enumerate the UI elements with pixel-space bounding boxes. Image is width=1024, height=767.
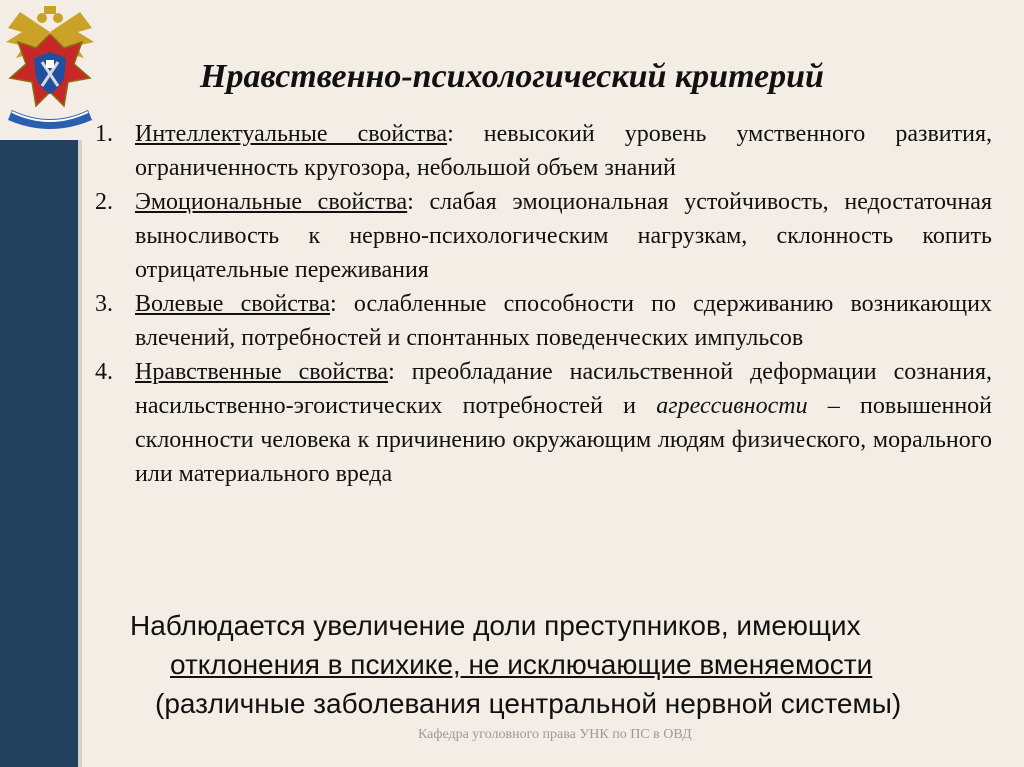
item-term: Волевые свойства	[135, 291, 331, 317]
list-item	[95, 117, 992, 185]
sidebar-edge	[78, 140, 82, 767]
sidebar-band	[0, 140, 78, 767]
list-item	[95, 185, 992, 287]
item-term: Эмоциональные свойства	[135, 189, 408, 215]
emblem-icon	[2, 2, 98, 134]
item-separator: :	[330, 291, 337, 317]
list-item	[95, 355, 992, 491]
item-number: 2.	[95, 189, 113, 215]
list-item	[95, 287, 992, 355]
slide-title: Нравственно-психологический критерий	[200, 58, 824, 95]
item-text: слабая эмоциональная устойчивость, недостаточная выносливость к нервно-психологическим нагрузкам, склонность копить отрицательные переживания	[135, 189, 992, 283]
conclusion	[130, 606, 980, 723]
item-text: – повышенной склонности человека к причинению окружающим людям физического, морального или материального вреда	[135, 393, 993, 487]
item-term: Нравственные свойства	[135, 359, 389, 385]
criteria-list	[95, 117, 992, 491]
item-text: невысокий уровень умственного развития, ограниченность кругозора, небольшой объем знаний	[135, 121, 993, 181]
item-number: 3.	[95, 291, 113, 317]
conclusion-underlined-line: отклонения в психике, не исключающие вменяемости	[170, 649, 873, 680]
item-separator: :	[388, 359, 395, 385]
item-number: 1.	[95, 121, 113, 147]
item-separator: :	[447, 121, 454, 147]
footer: Кафедра уголовного права УНК по ПС в ОВД	[418, 727, 692, 742]
item-text: ослабленные способности по сдерживанию возникающих влечений, потребностей и спонтанных поведенческих импульсов	[135, 291, 992, 351]
item-separator: :	[407, 189, 414, 215]
item-term: Интеллектуальные свойства	[135, 121, 448, 147]
item-emphasis: агрессивности	[656, 393, 808, 419]
item-text: преобладание насильственной деформации сознания, насильственно-эгоистических потребностей и	[135, 359, 992, 419]
conclusion-line: (различные заболевания центральной нервной системы)	[155, 688, 902, 719]
item-number: 4.	[95, 359, 113, 385]
conclusion-line: Наблюдается увеличение доли преступников, имеющих	[130, 610, 861, 641]
